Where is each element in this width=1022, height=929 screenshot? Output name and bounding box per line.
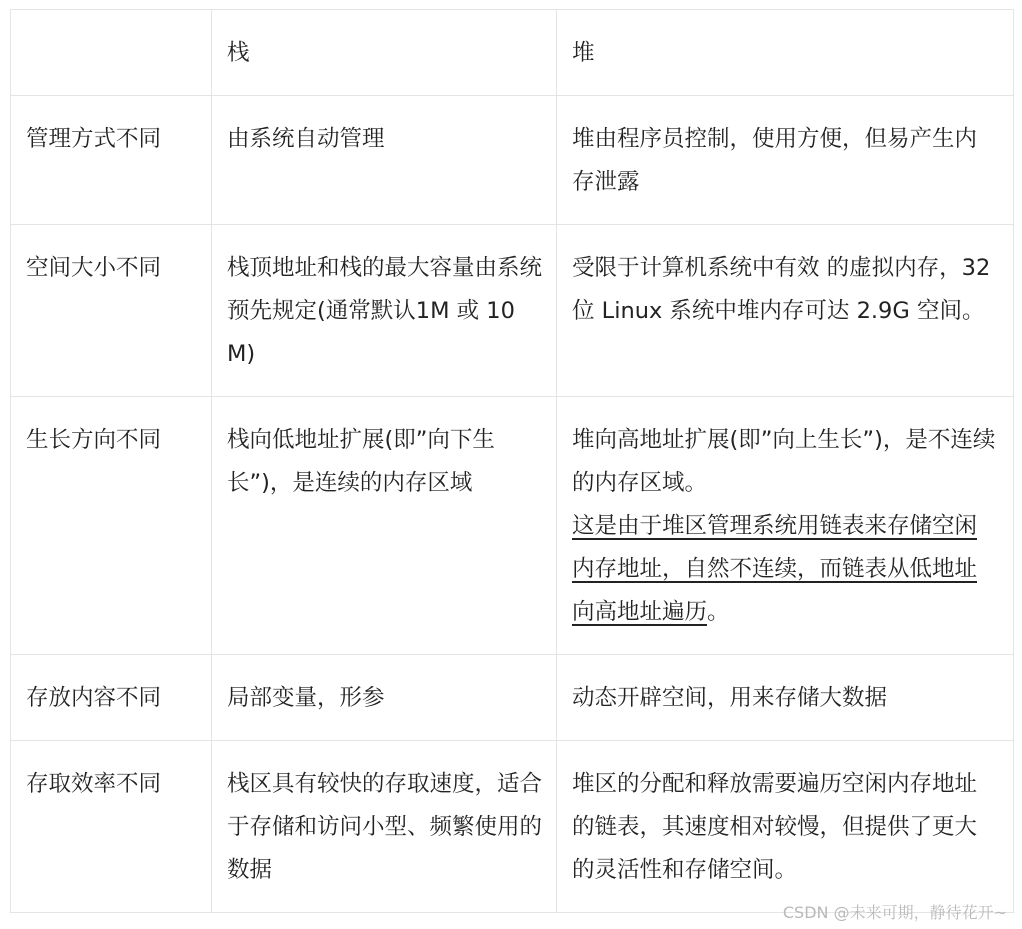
header-cell-empty [11, 10, 212, 96]
heap-cell: 堆区的分配和释放需要遍历空闲内存地址的链表，其速度相对较慢，但提供了更大的灵活性和存储空间。 [557, 741, 1014, 913]
heap-text: 堆向高地址扩展(即”向上生长”)，是不连续的内存区域。 [572, 427, 996, 496]
header-cell-stack: 栈 [212, 10, 557, 96]
stack-cell: 局部变量，形参 [212, 655, 557, 741]
table-row [11, 397, 1014, 655]
heap-note-underlined: 这是由于堆区管理系统用链表来存储空闲内存地址，自然不连续，而链表从低地址向高地址遍历 [572, 513, 978, 625]
table-row [11, 741, 1014, 913]
heap-note-end: 。 [707, 599, 730, 625]
row-label: 存取效率不同 [11, 741, 212, 913]
stack-cell: 栈区具有较快的存取速度，适合于存储和访问小型、频繁使用的数据 [212, 741, 557, 913]
heap-note [572, 505, 999, 634]
comparison-table [10, 9, 1014, 913]
heap-cell [557, 397, 1014, 655]
heap-cell: 受限于计算机系统中有效 的虚拟内存，32 位 Linux 系统中堆内存可达 2.9G 空间。 [557, 225, 1014, 397]
heap-cell: 堆由程序员控制，使用方便，但易产生内存泄露 [557, 96, 1014, 225]
heap-cell: 动态开辟空间，用来存储大数据 [557, 655, 1014, 741]
table-row [11, 96, 1014, 225]
row-label: 空间大小不同 [11, 225, 212, 397]
row-label: 管理方式不同 [11, 96, 212, 225]
stack-cell: 栈顶地址和栈的最大容量由系统预先规定(通常默认1M 或 10M) [212, 225, 557, 397]
stack-cell: 由系统自动管理 [212, 96, 557, 225]
row-label: 存放内容不同 [11, 655, 212, 741]
header-row [11, 10, 1014, 96]
header-cell-heap: 堆 [557, 10, 1014, 96]
watermark: CSDN @未来可期，静待花开~ [782, 903, 1007, 922]
table-row [11, 225, 1014, 397]
stack-cell: 栈向低地址扩展(即”向下生长”)，是连续的内存区域 [212, 397, 557, 655]
row-label: 生长方向不同 [11, 397, 212, 655]
table-row [11, 655, 1014, 741]
